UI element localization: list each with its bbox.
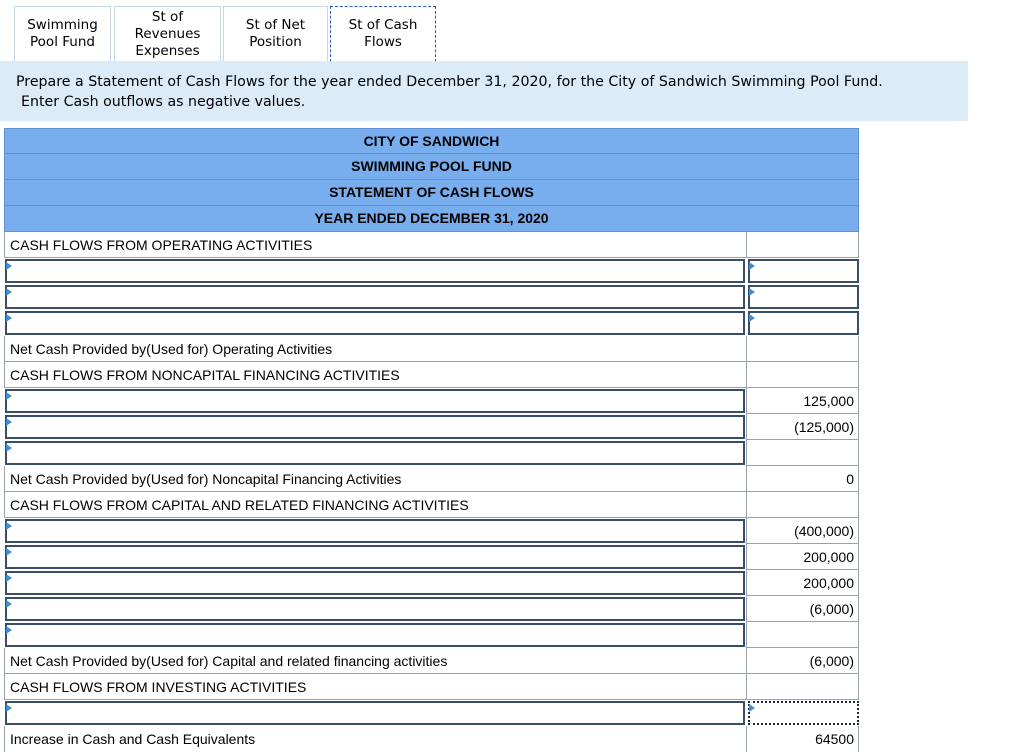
section-title: CASH FLOWS FROM CAPITAL AND RELATED FINANCING ACTIVITIES [4,492,746,518]
operating-line-1-amount-input[interactable] [748,259,859,283]
tab-label: St of Net Position [245,17,306,50]
statement-header-entity: CITY OF SANDWICH [4,128,859,154]
capital-line-5-amount [746,622,859,648]
tab-st-of-cash-flows[interactable] [330,6,436,62]
noncapital-line-1-label-input[interactable] [5,389,745,413]
capital-line-4-amount: (6,000) [746,596,859,622]
capital-line-3-amount: 200,000 [746,570,859,596]
tab-label: St of Cash Flows [348,17,418,50]
capital-entry-row [4,544,859,570]
tab-label: Swimming Pool Fund [27,17,98,50]
capital-entry-row [4,622,859,648]
section-value [746,674,859,700]
net-operating-row [4,336,859,362]
increase-value: 64500 [746,726,859,752]
operating-entry-row [4,258,859,284]
operating-line-3-amount-input[interactable] [748,311,859,335]
noncapital-entry-row [4,440,859,466]
net-noncapital-label: Net Cash Provided by(Used for) Noncapital Financing Activities [4,466,746,492]
net-capital-label: Net Cash Provided by(Used for) Capital and related financing activities [4,648,746,674]
capital-line-1-label-input[interactable] [5,519,745,543]
operating-line-2-label-input[interactable] [5,285,745,309]
noncapital-line-2-amount: (125,000) [746,414,859,440]
capital-line-2-label-input[interactable] [5,545,745,569]
investing-entry-row [4,700,859,726]
section-operating [4,232,859,258]
noncapital-line-2-label-input[interactable] [5,415,745,439]
operating-line-3-label-input[interactable] [5,311,745,335]
noncapital-entry-row [4,388,859,414]
capital-entry-row [4,518,859,544]
noncapital-line-3-amount [746,440,859,466]
statement-header-title: STATEMENT OF CASH FLOWS [4,180,859,206]
noncapital-line-3-label-input[interactable] [5,441,745,465]
operating-line-2-amount-input[interactable] [748,285,859,309]
net-operating-value [746,336,859,362]
instruction-line-1: Prepare a Statement of Cash Flows for the year ended December 31, 2020, for the City of Sandwich Swimming Pool Fund. [16,74,883,90]
section-title: CASH FLOWS FROM NONCAPITAL FINANCING ACTIVITIES [4,362,746,388]
section-value [746,492,859,518]
section-capital [4,492,859,518]
section-value [746,232,859,258]
net-noncapital-value: 0 [746,466,859,492]
capital-entry-row [4,596,859,622]
net-capital-row [4,648,859,674]
noncapital-entry-row [4,414,859,440]
capital-line-4-label-input[interactable] [5,597,745,621]
tab-st-of-net-position[interactable] [223,6,328,61]
section-investing [4,674,859,700]
increase-label: Increase in Cash and Cash Equivalents [4,726,746,752]
investing-line-1-amount-input[interactable] [748,701,859,725]
noncapital-line-1-amount: 125,000 [746,388,859,414]
capital-line-5-label-input[interactable] [5,623,745,647]
statement-header-fund: SWIMMING POOL FUND [4,154,859,180]
capital-line-2-amount: 200,000 [746,544,859,570]
tab-swimming-pool-fund[interactable] [14,6,111,61]
instructions-panel [0,61,968,121]
cash-flow-statement [4,128,859,752]
instruction-line-2: Enter Cash outflows as negative values. [21,94,306,110]
net-operating-label: Net Cash Provided by(Used for) Operating Activities [4,336,746,362]
increase-row [4,726,859,752]
section-title: CASH FLOWS FROM INVESTING ACTIVITIES [4,674,746,700]
operating-entry-row [4,284,859,310]
section-noncapital [4,362,859,388]
capital-line-3-label-input[interactable] [5,571,745,595]
tab-bar [0,0,1024,62]
section-title: CASH FLOWS FROM OPERATING ACTIVITIES [4,232,746,258]
net-capital-value: (6,000) [746,648,859,674]
capital-line-1-amount: (400,000) [746,518,859,544]
section-value [746,362,859,388]
investing-line-1-label-input[interactable] [5,701,745,725]
net-noncapital-row [4,466,859,492]
operating-entry-row [4,310,859,336]
operating-line-1-label-input[interactable] [5,259,745,283]
statement-header-period: YEAR ENDED DECEMBER 31, 2020 [4,206,859,232]
capital-entry-row [4,570,859,596]
tab-st-of-revenues-expenses[interactable] [114,6,221,61]
tab-label: St of Revenues Expenses [134,8,201,59]
